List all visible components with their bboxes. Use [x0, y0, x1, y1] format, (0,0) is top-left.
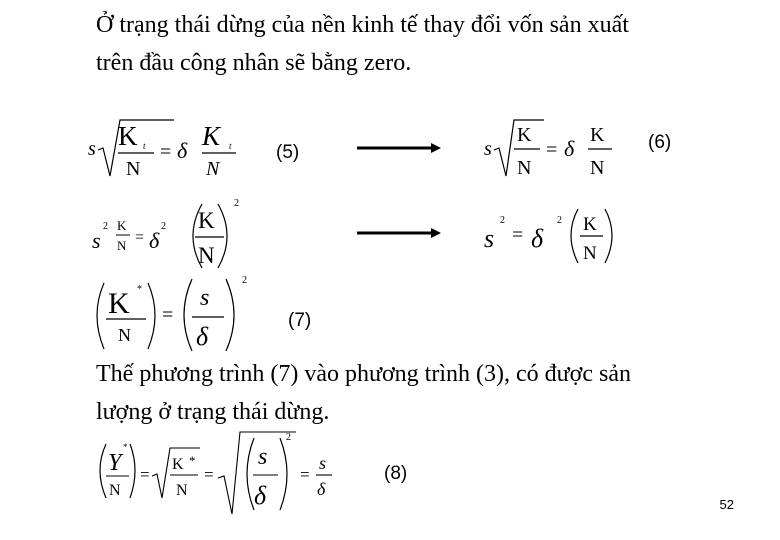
symbol-equals: = [204, 465, 214, 484]
equation-label-8: (8) [384, 463, 408, 484]
exponent-2: 2 [161, 221, 166, 232]
exponent-2: 2 [500, 215, 505, 226]
symbol-K: K [108, 287, 130, 320]
arrow-right-icon [355, 225, 445, 241]
symbol-equals: = [162, 304, 174, 326]
symbol-N: N [517, 157, 532, 179]
left-paren [100, 444, 106, 498]
exponent-2: 2 [103, 221, 108, 232]
left-paren [571, 209, 578, 263]
superscript-star: * [137, 284, 142, 295]
symbol-K: K [172, 456, 184, 473]
symbol-delta: δ [531, 224, 544, 253]
symbol-equals: = [300, 465, 310, 484]
symbol-s: s [319, 453, 327, 473]
symbol-N: N [117, 238, 127, 253]
symbol-N: N [583, 243, 597, 264]
symbol-K: K [117, 218, 127, 233]
symbol-K: K [583, 214, 597, 235]
intro-paragraph [96, 6, 756, 82]
symbol-N: N [126, 158, 141, 180]
right-paren [280, 438, 287, 510]
symbol-K: K [590, 124, 605, 146]
symbol-delta: δ [149, 228, 160, 253]
symbol-N: N [118, 325, 131, 345]
superscript-star: * [189, 453, 196, 468]
symbol-equals: = [512, 224, 524, 246]
symbol-N: N [198, 243, 215, 268]
intro-line-1: Ở trạng thái dừng của nền kinh tế thay đổi vốn sản xuất [96, 12, 629, 38]
equation-7-formula [92, 275, 262, 355]
equation-6-formula [484, 112, 624, 182]
right-paren [148, 283, 155, 349]
symbol-K: K [118, 121, 138, 151]
symbol-s: s [484, 224, 495, 253]
symbol-s: s [200, 285, 210, 311]
symbol-equals: = [140, 465, 150, 484]
symbol-K: K [517, 124, 532, 146]
left-paren [184, 279, 192, 351]
equation-label-6: (6) [648, 132, 672, 153]
exponent-2: 2 [234, 198, 239, 209]
symbol-N: N [206, 158, 220, 180]
equation-squared-right [484, 203, 624, 273]
substitution-paragraph [96, 355, 756, 431]
equation-squared-left [92, 196, 252, 276]
equation-label-5: (5) [276, 142, 300, 163]
left-paren [247, 438, 254, 510]
symbol-K: K [202, 121, 221, 151]
symbol-s: s [484, 138, 492, 160]
arrow-right-icon [355, 140, 445, 156]
superscript-star: * [123, 442, 128, 452]
symbol-delta: δ [177, 138, 188, 163]
left-paren [97, 283, 104, 349]
intro-line-2: trên đầu công nhân sẽ bằng zero. [96, 50, 412, 76]
symbol-Y: Y [108, 450, 122, 476]
symbol-equals: = [546, 139, 558, 161]
symbol-N: N [590, 157, 605, 179]
symbol-delta: δ [196, 322, 209, 351]
symbol-delta: δ [317, 479, 326, 499]
page-number: 52 [719, 497, 734, 512]
right-paren [218, 204, 227, 268]
right-paren [605, 209, 612, 263]
substitution-line-2: lượng ở trạng thái dừng. [96, 399, 330, 425]
right-paren [226, 279, 234, 351]
symbol-delta: δ [564, 136, 575, 161]
symbol-N: N [176, 482, 188, 499]
substitution-line-1: Thế phương trình (7) vào phương trình (3), có được sản [96, 361, 631, 387]
symbol-s: s [258, 444, 268, 470]
subscript-t: t [143, 141, 146, 151]
symbol-delta: δ [254, 481, 267, 510]
symbol-s: s [92, 228, 101, 253]
symbol-N: N [109, 482, 121, 499]
symbol-s: s [88, 138, 96, 160]
symbol-equals: = [135, 229, 145, 246]
symbol-equals: = [160, 141, 172, 163]
right-paren [130, 444, 135, 498]
exponent-2: 2 [557, 215, 562, 226]
subscript-t: t [229, 141, 232, 151]
exponent-2: 2 [242, 275, 247, 286]
equation-8-formula [96, 428, 341, 518]
exponent-2: 2 [286, 432, 291, 443]
equation-5-formula [88, 112, 248, 182]
equation-label-7: (7) [288, 310, 312, 331]
symbol-K: K [198, 208, 215, 233]
